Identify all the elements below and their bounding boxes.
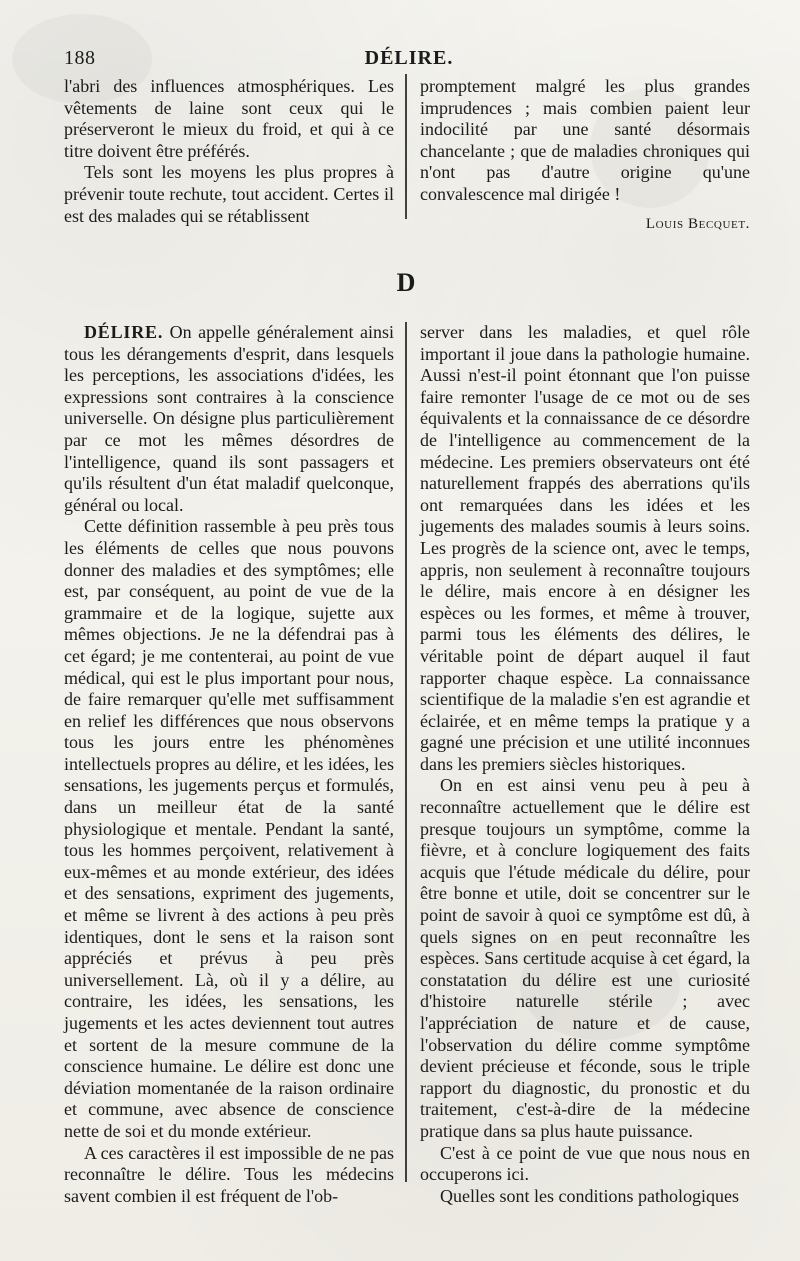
article-right-paragraph-3: C'est à ce point de vue que nous nous en occuperons ici. (420, 1142, 750, 1185)
page-number: 188 (64, 47, 96, 69)
page-header (64, 46, 754, 70)
column-divider-top (405, 74, 407, 219)
author-signature: Louis Becquet. (645, 215, 750, 232)
column-divider-bottom (405, 322, 407, 1182)
article-intro-paragraph (64, 322, 394, 516)
article-intro-text: On appelle généralement ainsi tous les dérangements d'esprit, dans lesquels les perceptions, les associations d'idées, les expressions sont contraires à la conscience universelle. On désigne plus particulièrement par ce mot les mêmes désordres de l'intelligence, quand ils sont passagers et qu'ils résultent d'un état maladif quelconque, général ou local. (64, 322, 394, 515)
top-right-column (420, 76, 750, 234)
article-left-column (64, 322, 394, 1222)
top-left-column (64, 76, 394, 234)
article-right-column (420, 322, 750, 1222)
article-right-paragraph-2: On en est ainsi venu peu à peu à reconnaître actuellement que le délire est presque toujours un symptôme, comme la fièvre, et à conclure logiquement des faits acquis que l'étude médicale du délire, pour être bonne et utile, doit se concentrer sur le point de savoir à quoi ce symptôme est dû, à quels signes on en peut reconnaître les espèces. Sans certitude acquise à cet égard, la constatation du délire est une curiosité d'histoire naturelle stérile ; avec l'appréciation de nature et de cause, l'observation du délire comme symptôme devient précieuse et féconde, sous le triple rapport du diagnostic, du pronostic et du traitement, c'est-à-dire de la médecine pratique dans sa plus haute puissance. (420, 775, 750, 1141)
section-letter: D (396, 268, 416, 297)
article-right-paragraph-4: Quelles sont les conditions pathologiques (440, 1185, 739, 1206)
top-left-paragraph-1: l'abri des influences atmosphériques. Les vêtements de laine sont ceux qui le préserveront le mieux du froid, et qui à ce titre doivent être préférés. (64, 76, 394, 161)
running-head: DÉLIRE. (364, 47, 454, 69)
article-left-paragraph-2: A ces caractères il est impossible de ne pas reconnaître le délire. Tous les médecins savent combien il est fréquent de l'ob- (64, 1142, 394, 1206)
article-right-paragraph-1: server dans les maladies, et quel rôle important il joue dans la pathologie humaine. Aussi n'est-il point étonnant que l'on puisse faire remonter l'usage de ce mot ou de ses équivalents et la connaissance de ce désordre de l'intelligence au commencement de la médecine. Les premiers observateurs ont été naturellement frappés des aberrations qu'ils ont remarquées dans les idées et les jugements des malades soumis à leurs soins. Les progrès de la science ont, avec le temps, appris, non seulement à reconnaître toujours le délire, mais encore à en désigner les espèces ou les formes, et même à trouver, parmi tous les éléments des délires, le véritable point de départ auquel il faut rapporter chaque espèce. La connaissance scientifique de la maladie s'en est agrandie et éclairée, et en même temps la pratique y a gagné une précision et une utilité inconnues dans les premiers siècles historiques. (420, 322, 750, 774)
article-left-paragraph-1: Cette définition rassemble à peu près tous les éléments de celles que nous pouvons donner des maladies et des symptômes; elle est, par conséquent, au point de vue de la grammaire et de la logique, sujette aux mêmes objections. Je ne la défendrai pas à cet égard; je me contenterai, au point de vue médical, qui est le plus important pour nous, de faire remarquer qu'elle met suffisamment en relief les différences que nous observons tous les jours entre les phénomènes intellectuels propres au délire, et les idées, les sensations, les jugements perçus et formulés, dans un meilleur état de la santé physiologique et mentale. Pendant la santé, tous les hommes perçoivent, relativement à eux-mêmes et au monde extérieur, des idées et des sensations, expriment des jugements, et même se livrent à des actions à peu près identiques, dont le sens et la raison sont appréciés et prévus à peu près universellement. Là, où il y a délire, au contraire, les idées, les sensations, les jugements et les actes deviennent tout autres et sortent de la mesure commune de la conscience humaine. Le délire est donc une déviation momentanée de la raison ordinaire et commune, avec absence de conscience nette de soi et du monde extérieur. (64, 516, 394, 1141)
top-left-paragraph-2: Tels sont les moyens les plus propres à prévenir toute rechute, tout accident. Certes il est des malades qui se rétablissent (64, 162, 394, 226)
headword: DÉLIRE. (84, 322, 164, 342)
top-right-paragraph-1: promptement malgré les plus grandes imprudences ; mais combien paient leur indocilité par une santé désormais chancelante ; que de maladies chroniques qui n'ont pas d'autre origine qu'une convalescence mal dirigée ! (420, 76, 750, 204)
